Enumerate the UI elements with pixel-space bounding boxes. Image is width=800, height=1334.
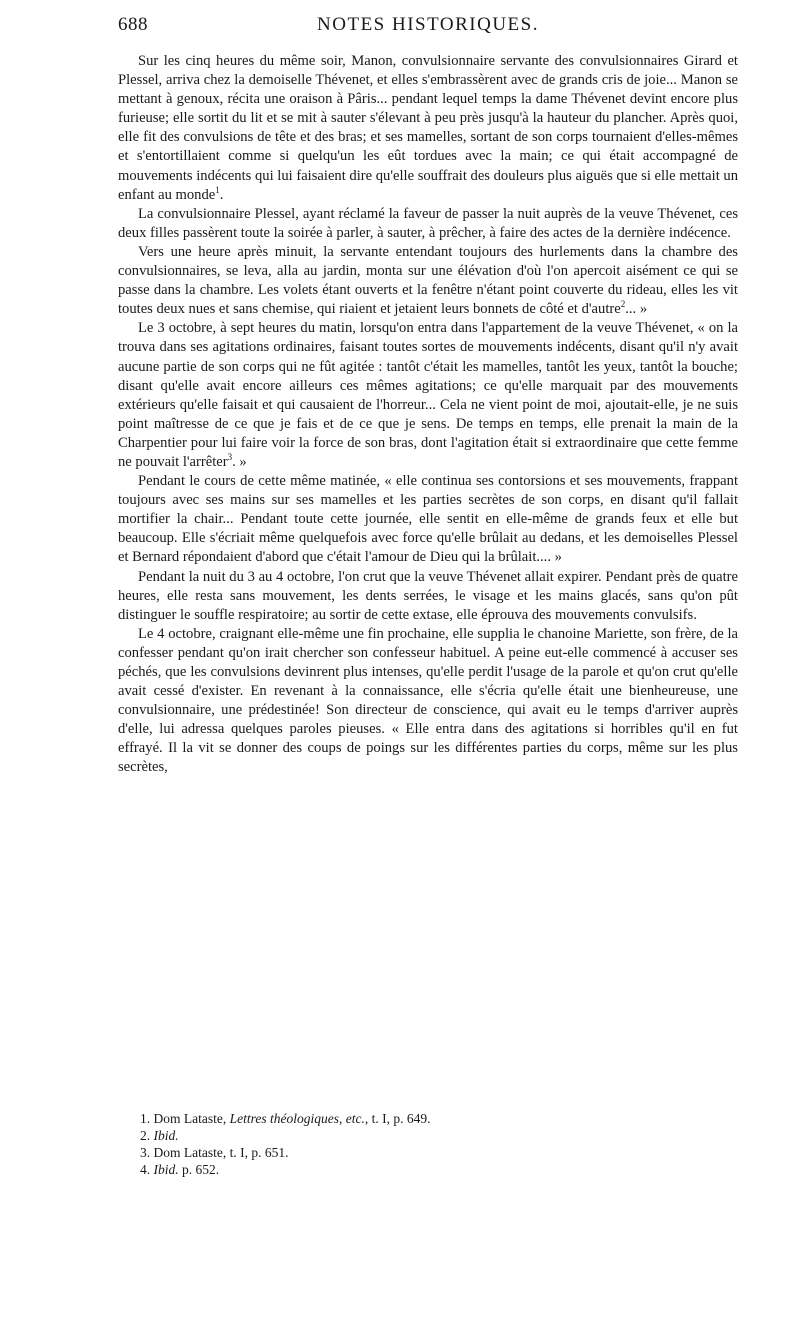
footnotes: [140, 1110, 700, 1178]
paragraph: Vers une heure après minuit, la servante entendant toujours des hurlements dans la chambre des convulsionnaires, se leva, alla au jardin, monta sur une élévation d'où l'on apercoit aisément ce qui se passe dans la chambre. Les volets étant ouverts et la fenêtre n'étant point couverte du rideau, elles les vit toutes deux nues et sans chemise, qui riaient et jetaient leurs bonnets de côté et d'autre$^2$... »: [118, 243, 738, 318]
footnote-ref[interactable]: 1: [215, 184, 220, 195]
running-title: NOTES HISTORIQUES.: [317, 14, 539, 35]
paragraph: Pendant le cours de cette même matinée, « elle continua ses contorsions et ses mouvements, frappant toujours avec ses mains sur ses mamelles et les parties secrètes de son corps, en disant qu'il fallait mortifier la chair... Pendant toute cette journée, elle sentit en elle-même de grands feux et elle but beaucoup. Elle s'écriait même quelquefois avec force qu'elle brûlait au dedans, et les demoiselles Plessel et Bernard répondaient d'abord que c'était l'amour de Dieu qui la brûlait.... »: [118, 473, 738, 566]
paragraph: Sur les cinq heures du même soir, Manon, convulsionnaire servante des convulsionnaires Girard et Plessel, arriva chez la demoiselle Thévenet, et elles s'embrassèrent avec de grands cris de joie... Manon se mettant à genoux, récita une oraison à Pâris... pendant lequel temps la dame Thévenet devint encore plus furieuse; elle sortit du lit et se mit à sauter s'élevant à peu près jusqu'à la hauteur du plancher. Après quoi, elle fit des convulsions de tête et des bras; et ses mamelles, sortant de son corps tournaient d'elles-mêmes et s'entortillaient comme si quelqu'un les eût tordues avec la main; ce qui était accompagné de mouvements indécents qui lui faisaient dire qu'elle souffrait des douleurs plus aiguës que si elle mettait un enfant au monde$^1$.: [118, 53, 739, 203]
paragraph: Le 3 octobre, à sept heures du matin, lorsqu'on entra dans l'appartement de la veuve Thévenet, « on la trouva dans ses agitations ordinaires, faisant toutes sortes de mouvements indécents, disant qu'il n'y avait aucune partie de son corps qui ne fût agitée : tantôt c'était les mamelles, tantôt les yeux, tantôt la bouche; disant qu'elle avait encore ailleurs ces mêmes agitations; ce qu'elle marquait par des mouvements extérieurs qu'elle faisait et qui causaient de l'horreur... Cela ne vient point de moi, ajoutait-elle, je ne suis point maîtresse de ce que je fais et de ce que je sens. De temps en temps, elle prenait la main de la Charpentier pour lui faire voir la force de son bras, dont l'agitation était si extraordinaire que cette femme ne pouvait l'arrêter$^3$. »: [118, 320, 738, 470]
footnote-ref[interactable]: 2: [620, 299, 626, 310]
page-header: [118, 14, 738, 48]
page-number: 688: [118, 14, 148, 35]
footnote: 2. Ibid.: [140, 1128, 179, 1143]
footnote: 1. Dom Lataste, Lettres théologiques, etc., t. I, p. 649.: [140, 1111, 431, 1126]
footnote: 3. Dom Lataste, t. I, p. 651.: [140, 1145, 289, 1160]
footnote: 4. Ibid. p. 652.: [140, 1162, 220, 1177]
paragraph: Pendant la nuit du 3 au 4 octobre, l'on crut que la veuve Thévenet allait expirer. Pendant près de quatre heures, elle resta sans mouvement, les dents serrées, le visage et les mains glacés, sans qu'on pût distinguer le souffle respiratoire; au sortir de cette extase, elle éprouva des mouvements convulsifs.: [118, 568, 738, 623]
footnote-ref[interactable]: 3: [227, 452, 233, 463]
paragraph: Le 4 octobre, craignant elle-même une fin prochaine, elle supplia le chanoine Mariette, son frère, de la confesser pendant qu'on irait chercher son confesseur habituel. A peine eut-elle commencé à accuser ses péchés, que les convulsions devinrent plus intenses, qu'elle perdit l'usage de la parole et qu'on crut qu'elle avait cessé d'exister. En revenant à la connaissance, elle s'écria qu'elle était une bienheureuse, une convulsionnaire, une prédestinée! Son directeur de conscience, qui avait eu le temps d'arriver auprès d'elle, lui adressa quelques paroles pieuses. « Elle entra dans des agitations si horribles qu'il en fut effrayé. Il la vit se donner des coups de poings sur les différentes parties du corps, même sur les plus secrètes,: [118, 625, 738, 776]
paragraph: La convulsionnaire Plessel, ayant réclamé la faveur de passer la nuit auprès de la veuve Thévenet, ces deux filles passèrent toute la soirée à parler, à sauter, à prêcher, à faire des actes de la dernière indécence.: [118, 205, 738, 241]
body-text: [118, 52, 738, 778]
